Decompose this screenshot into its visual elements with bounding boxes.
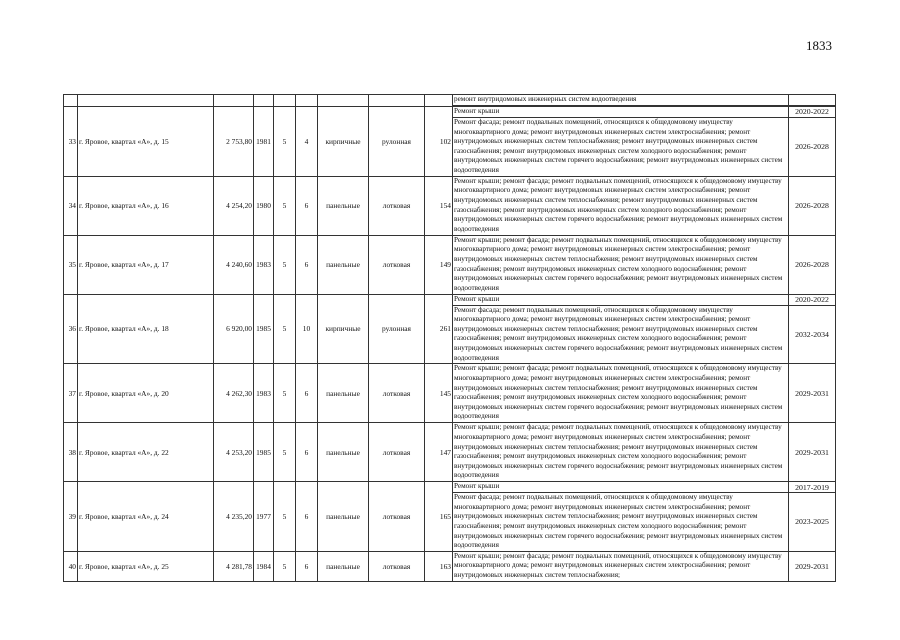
work-cell: ремонт внутридомовых инженерных систем водоотведения <box>453 95 789 106</box>
address-cell: г. Яровое, квартал «А», д. 20 <box>78 364 214 423</box>
material-cell: панельные <box>318 176 369 235</box>
period-cell: 2026-2028 <box>789 176 836 235</box>
entrances-cell: 6 <box>296 482 318 552</box>
year-cell: 1985 <box>254 294 274 364</box>
apartments-cell: 261 <box>425 294 453 364</box>
roof-cell: лотковая <box>369 551 425 581</box>
address-cell: г. Яровое, квартал «А», д. 22 <box>78 423 214 482</box>
area-cell: 6 920,00 <box>214 294 254 364</box>
table-row <box>64 95 836 106</box>
period-cell: 2020-2022 <box>789 294 836 305</box>
area-cell: 4 281,78 <box>214 551 254 581</box>
entrances-cell: 6 <box>296 423 318 482</box>
material-cell: кирпичные <box>318 107 369 177</box>
material-cell: кирпичные <box>318 294 369 364</box>
year-cell: 1983 <box>254 235 274 294</box>
area-cell: 4 254,20 <box>214 176 254 235</box>
apartments-cell: 165 <box>425 482 453 552</box>
period-cell: 2026-2028 <box>789 118 836 177</box>
period-cell: 2029-2031 <box>789 551 836 581</box>
floors-cell: 5 <box>274 423 296 482</box>
entrances-cell: 10 <box>296 294 318 364</box>
floors-cell: 5 <box>274 551 296 581</box>
entrances-cell: 4 <box>296 107 318 177</box>
material-cell: панельные <box>318 364 369 423</box>
apartments-cell: 149 <box>425 235 453 294</box>
year-cell: 1977 <box>254 482 274 552</box>
table-row <box>64 107 836 118</box>
num-cell: 39 <box>64 482 78 552</box>
repair-schedule-table <box>63 94 836 582</box>
entrances-cell <box>296 95 318 107</box>
apartments-cell: 102 <box>425 107 453 177</box>
work-cell: Ремонт фасада; ремонт подвальных помещений, относящихся к общедомовому имуществу многоквартирного дома; ремонт внутридомовых инженерных систем электроснабжения; ремонт внутридомовых инженерных систем теплоснабжения; ремонт внутридомовых инженерных систем газоснабжения; ремонт внутридомовых инженерных систем холодного водоснабжения; ремонт внутридомовых инженерных систем горячего водоснабжения; ремонт внутридомовых инженерных систем водоотведения <box>453 305 789 364</box>
apartments-cell: 145 <box>425 364 453 423</box>
work-cell: Ремонт крыши; ремонт фасада; ремонт подвальных помещений, относящихся к общедомовому имуществу многоквартирного дома; ремонт внутридомовых инженерных систем электроснабжения; ремонт внутридомовых инженерных систем теплоснабжения; ремонт внутридомовых инженерных систем газоснабжения; ремонт внутридомовых инженерных систем холодного водоснабжения; ремонт внутридомовых инженерных систем горячего водоснабжения; ремонт внутридомовых инженерных систем водоотведения <box>453 176 789 235</box>
floors-cell: 5 <box>274 235 296 294</box>
roof-cell: лотковая <box>369 176 425 235</box>
year-cell: 1985 <box>254 423 274 482</box>
material-cell <box>318 95 369 107</box>
apartments-cell <box>425 95 453 107</box>
material-cell: панельные <box>318 423 369 482</box>
material-cell: панельные <box>318 235 369 294</box>
period-cell: 2017-2019 <box>789 482 836 493</box>
material-cell: панельные <box>318 551 369 581</box>
work-cell: Ремонт крыши <box>453 482 789 493</box>
address-cell: г. Яровое, квартал «А», д. 16 <box>78 176 214 235</box>
work-cell: Ремонт крыши <box>453 294 789 305</box>
roof-cell: лотковая <box>369 482 425 552</box>
roof-cell: рулонная <box>369 107 425 177</box>
address-cell: г. Яровое, квартал «А», д. 25 <box>78 551 214 581</box>
apartments-cell: 163 <box>425 551 453 581</box>
num-cell: 36 <box>64 294 78 364</box>
work-cell: Ремонт крыши; ремонт фасада; ремонт подвальных помещений, относящихся к общедомовому имуществу многоквартирного дома; ремонт внутридомовых инженерных систем электроснабжения; ремонт внутридомовых инженерных систем теплоснабжения; ремонт внутридомовых инженерных систем газоснабжения; ремонт внутридомовых инженерных систем холодного водоснабжения; ремонт внутридомовых инженерных систем горячего водоснабжения; ремонт внутридомовых инженерных систем водоотведения <box>453 235 789 294</box>
work-cell: Ремонт фасада; ремонт подвальных помещений, относящихся к общедомовому имуществу многоквартирного дома; ремонт внутридомовых инженерных систем электроснабжения; ремонт внутридомовых инженерных систем теплоснабжения; ремонт внутридомовых инженерных систем газоснабжения; ремонт внутридомовых инженерных систем холодного водоснабжения; ремонт внутридомовых инженерных систем горячего водоснабжения; ремонт внутридомовых инженерных систем водоотведения <box>453 493 789 552</box>
table-row <box>64 235 836 294</box>
roof-cell: рулонная <box>369 294 425 364</box>
period-cell <box>789 95 836 106</box>
entrances-cell: 6 <box>296 551 318 581</box>
work-cell: Ремонт фасада; ремонт подвальных помещений, относящихся к общедомовому имуществу многоквартирного дома; ремонт внутридомовых инженерных систем электроснабжения; ремонт внутридомовых инженерных систем теплоснабжения; ремонт внутридомовых инженерных систем газоснабжения; ремонт внутридомовых инженерных систем холодного водоснабжения; ремонт внутридомовых инженерных систем горячего водоснабжения; ремонт внутридомовых инженерных систем водоотведения <box>453 118 789 177</box>
roof-cell: лотковая <box>369 235 425 294</box>
work-cell: Ремонт крыши <box>453 107 789 118</box>
year-cell: 1980 <box>254 176 274 235</box>
floors-cell: 5 <box>274 176 296 235</box>
year-cell: 1981 <box>254 107 274 177</box>
floors-cell: 5 <box>274 482 296 552</box>
table-row <box>64 423 836 482</box>
num-cell <box>64 95 78 107</box>
year-cell: 1984 <box>254 551 274 581</box>
area-cell: 4 240,60 <box>214 235 254 294</box>
apartments-cell: 154 <box>425 176 453 235</box>
period-cell: 2026-2028 <box>789 235 836 294</box>
num-cell: 40 <box>64 551 78 581</box>
work-cell: Ремонт крыши; ремонт фасада; ремонт подвальных помещений, относящихся к общедомовому имуществу многоквартирного дома; ремонт внутридомовых инженерных систем электроснабжения; ремонт внутридомовых инженерных систем теплоснабжения; ремонт внутридомовых инженерных систем газоснабжения; ремонт внутридомовых инженерных систем холодного водоснабжения; ремонт внутридомовых инженерных систем горячего водоснабжения; ремонт внутридомовых инженерных систем водоотведения <box>453 423 789 482</box>
entrances-cell: 6 <box>296 364 318 423</box>
address-cell: г. Яровое, квартал «А», д. 17 <box>78 235 214 294</box>
floors-cell <box>274 95 296 107</box>
roof-cell: лотковая <box>369 423 425 482</box>
period-cell: 2032-2034 <box>789 305 836 364</box>
address-cell: г. Яровое, квартал «А», д. 24 <box>78 482 214 552</box>
entrances-cell: 6 <box>296 176 318 235</box>
table-row <box>64 294 836 305</box>
material-cell: панельные <box>318 482 369 552</box>
table-row <box>64 176 836 235</box>
area-cell: 4 253,20 <box>214 423 254 482</box>
num-cell: 34 <box>64 176 78 235</box>
floors-cell: 5 <box>274 107 296 177</box>
area-cell: 2 753,80 <box>214 107 254 177</box>
num-cell: 35 <box>64 235 78 294</box>
num-cell: 38 <box>64 423 78 482</box>
page-number: 1833 <box>806 38 832 53</box>
floors-cell: 5 <box>274 364 296 423</box>
roof-cell: лотковая <box>369 364 425 423</box>
address-cell <box>78 95 214 107</box>
year-cell <box>254 95 274 107</box>
period-cell: 2029-2031 <box>789 364 836 423</box>
table-row <box>64 482 836 493</box>
work-cell: Ремонт крыши; ремонт фасада; ремонт подвальных помещений, относящихся к общедомовому имуществу многоквартирного дома; ремонт внутридомовых инженерных систем электроснабжения; ремонт внутридомовых инженерных систем теплоснабжения; <box>453 551 789 581</box>
period-cell: 2020-2022 <box>789 107 836 118</box>
table-row <box>64 551 836 581</box>
period-cell: 2029-2031 <box>789 423 836 482</box>
address-cell: г. Яровое, квартал «А», д. 18 <box>78 294 214 364</box>
num-cell: 37 <box>64 364 78 423</box>
year-cell: 1983 <box>254 364 274 423</box>
entrances-cell: 6 <box>296 235 318 294</box>
address-cell: г. Яровое, квартал «А», д. 15 <box>78 107 214 177</box>
apartments-cell: 147 <box>425 423 453 482</box>
roof-cell <box>369 95 425 107</box>
period-cell: 2023-2025 <box>789 493 836 552</box>
num-cell: 33 <box>64 107 78 177</box>
work-cell: Ремонт крыши; ремонт фасада; ремонт подвальных помещений, относящихся к общедомовому имуществу многоквартирного дома; ремонт внутридомовых инженерных систем электроснабжения; ремонт внутридомовых инженерных систем теплоснабжения; ремонт внутридомовых инженерных систем газоснабжения; ремонт внутридомовых инженерных систем холодного водоснабжения; ремонт внутридомовых инженерных систем горячего водоснабжения; ремонт внутридомовых инженерных систем водоотведения <box>453 364 789 423</box>
area-cell: 4 235,20 <box>214 482 254 552</box>
area-cell: 4 262,30 <box>214 364 254 423</box>
floors-cell: 5 <box>274 294 296 364</box>
area-cell <box>214 95 254 107</box>
table-row <box>64 364 836 423</box>
